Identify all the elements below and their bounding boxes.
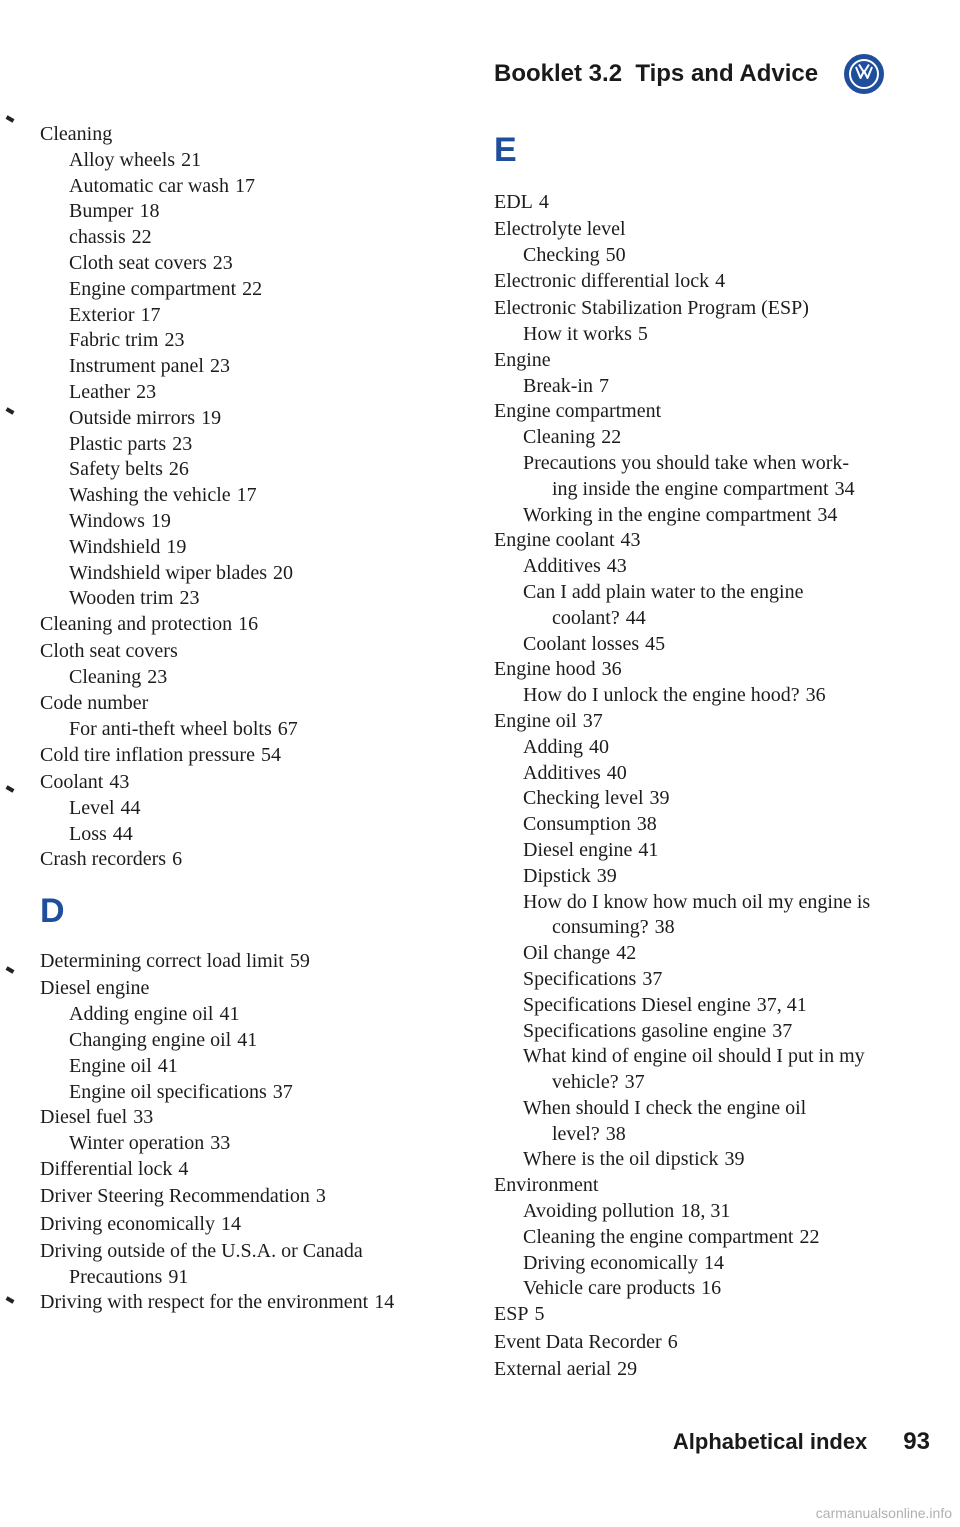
entry-term: Alloy wheels [69,148,176,171]
entry-term: Electronic differential lock [494,269,710,292]
entry-page-ref: 37 [272,1080,293,1103]
entry-term: Fabric trim [69,329,159,352]
entry-term: Precautions [69,1265,163,1288]
entry-page-ref: 37, 41 [756,993,807,1016]
index-subentry [494,425,924,451]
entry-term: Coolant losses [523,632,640,655]
entry-term: Where is the oil dipstick [523,1148,719,1171]
entry-term: Driving outside of the U.S.A. or Canada [40,1239,363,1262]
index-entry [40,691,460,717]
entry-term: Diesel engine [523,838,633,861]
entry-page-ref: 22 [601,426,622,449]
entry-term: Cloth seat covers [40,640,178,663]
entry-term: Specifications Diesel engine [523,993,751,1016]
index-subentry [40,457,460,483]
entry-term: Consumption [523,813,631,836]
index-subentry [40,1131,460,1157]
index-entry [494,296,924,322]
entry-page-ref: 23 [209,355,230,378]
entry-page-ref: 17 [140,303,161,326]
entry-page-ref: 91 [168,1265,189,1288]
entry-page-ref: 16 [701,1277,722,1300]
index-subentry [494,941,924,967]
index-subentry [40,328,460,354]
index-subentry [494,1276,924,1302]
entry-term: Environment [494,1174,599,1197]
entry-page-ref: 19 [150,509,171,532]
entry-term: Engine hood [494,658,596,681]
index-subentry [494,993,924,1019]
margin-mark [6,966,15,973]
index-entry [40,770,460,796]
section-letter: E [494,131,517,169]
entry-term: EDL [494,191,533,213]
entry-term-continuation: level? [552,1122,600,1145]
footer-section-title: Alphabetical index [672,1429,868,1454]
entry-term-continuation: ing inside the engine compartment [552,477,829,500]
entry-page-ref: 37 [582,709,603,732]
entry-term: Plastic parts [69,432,167,455]
entry-term: Winter operation [69,1132,205,1155]
entry-page-ref: 18 [139,200,160,223]
index-subentry [494,1096,924,1148]
entry-term: Differential lock [40,1157,173,1180]
entry-term: Additives [523,761,601,784]
entry-term: Cold tire inflation pressure [40,743,255,766]
entry-term: How do I know how much oil my engine is [523,890,871,913]
entry-page-ref: 39 [596,864,617,887]
entry-term: Driving economically [523,1251,698,1274]
index-subentry [494,1044,924,1096]
entry-term: Coolant [40,770,104,793]
entry-term: Cleaning the engine compartment [523,1225,794,1248]
entry-term: Engine coolant [494,529,615,552]
entry-page-ref: 19 [201,406,222,429]
page-number: 93 [903,1428,930,1455]
index-entry [494,1330,924,1356]
entry-page-ref: 36 [601,658,622,681]
index-entry [494,399,924,425]
index-subentry [40,174,460,200]
index-entry [40,612,460,638]
entry-page-ref: 18, 31 [680,1200,731,1223]
entry-term: Engine oil specifications [69,1080,267,1103]
entry-term-continued [523,1122,924,1148]
entry-term: Additives [523,555,601,578]
entry-page-ref: 5 [534,1303,545,1326]
entry-term-continuation: coolant? [552,606,620,629]
entry-term: Windshield wiper blades [69,561,268,584]
index-entry [40,1290,460,1316]
index-subentry [40,561,460,587]
entry-term: Automatic car wash [69,174,229,197]
index-entry [40,949,460,975]
index-entry [40,1239,460,1265]
entry-term: Crash recorders [40,848,167,871]
entry-term: For anti-theft wheel bolts [69,717,272,740]
index-entry [494,1173,924,1199]
entry-term: Windows [69,509,145,532]
entry-term: Level [69,796,115,819]
index-subentry [40,225,460,251]
entry-term: Changing engine oil [69,1029,232,1051]
index-subentry [40,432,460,458]
entry-term: Diesel fuel [40,1106,128,1129]
entry-term: Working in the engine compartment [523,503,812,526]
entry-term: Specifications [523,967,637,990]
index-entry [40,122,460,148]
index-entry [494,1357,924,1383]
entry-page-ref: 14 [703,1251,724,1274]
index-subentry [40,796,460,822]
entry-term-continuation: vehicle? [552,1071,619,1094]
index-entry [40,976,460,1002]
entry-term: What kind of engine oil should I put in my [523,1045,865,1068]
index-subentry [494,374,924,400]
index-subentry [494,864,924,890]
index-subentry [40,199,460,225]
index-subentry [40,406,460,432]
index-subentry [494,1199,924,1225]
page-header [494,52,914,96]
entry-term: Engine oil [494,709,577,732]
entry-term: Code number [40,692,149,715]
index-subentry [494,322,924,348]
entry-page-ref: 33 [210,1132,231,1155]
entry-term: Loss [69,822,107,845]
entry-term: Engine compartment [69,277,237,300]
entry-term: Electronic Stabilization Program (ESP) [494,297,809,320]
entry-term-continued [523,915,924,941]
entry-page-ref: 54 [260,743,281,766]
index-subentry [40,535,460,561]
index-subentry [40,586,460,612]
entry-term: Driving with respect for the environment [40,1291,369,1314]
margin-mark [6,407,15,414]
entry-term: Instrument panel [69,355,204,378]
entry-term: Exterior [69,303,135,326]
entry-term: Washing the vehicle [69,484,231,507]
entry-page-ref: 26 [168,458,189,481]
index-subentry [40,483,460,509]
index-subentry [40,717,460,743]
entry-page-ref: 44 [112,822,133,845]
entry-term: ESP [494,1303,529,1326]
entry-page-ref: 23 [212,251,233,274]
entry-term-continued [523,1070,924,1096]
entry-page-ref: 21 [181,148,202,171]
index-entry [494,269,924,295]
index-entry [494,528,924,554]
entry-term: Determining correct load limit [40,950,284,973]
entry-page-ref: 37 [642,967,663,990]
index-entry [40,743,460,769]
index-entry [40,1157,460,1183]
index-subentry [494,580,924,632]
entry-page-ref: 5 [637,322,648,345]
entry-term: Cleaning [523,426,596,449]
entry-term: Event Data Recorder [494,1330,662,1353]
entry-page-ref: 59 [289,950,310,973]
index-entry [494,709,924,735]
entry-page-ref: 38 [636,813,657,836]
entry-page-ref: 23 [147,666,168,689]
section-letter: D [40,892,65,931]
entry-term: Engine compartment [494,400,662,423]
entry-page-ref: 41 [219,1003,240,1026]
index-subentry [494,890,924,942]
entry-term: Dipstick [523,864,591,887]
entry-term: Cleaning and protection [40,613,233,636]
entry-page-ref: 14 [374,1291,395,1314]
index-subentry [40,303,460,329]
entry-page-ref: 38 [605,1122,626,1145]
entry-page-ref: 22 [242,277,263,300]
entry-term: Engine oil [69,1054,152,1077]
entry-page-ref: 23 [136,380,157,403]
entry-page-ref: 39 [724,1148,745,1171]
index-subentry [494,786,924,812]
entry-term: Safety belts [69,458,163,481]
entry-page-ref: 33 [133,1106,154,1129]
index-subentry [494,243,924,269]
index-subentry [40,380,460,406]
entry-page-ref: 40 [606,761,627,784]
entry-term: How do I unlock the engine hood? [523,684,800,707]
index-subentry [40,148,460,174]
index-subentry [494,632,924,658]
index-subentry [494,451,924,503]
index-entry [494,1302,924,1328]
entry-term: Adding [523,735,583,758]
index-subentry [494,967,924,993]
entry-page-ref: 6 [667,1330,678,1353]
index-subentry [494,1251,924,1277]
index-subentry [40,251,460,277]
entry-page-ref: 43 [620,529,641,552]
index-subentry [40,665,460,691]
entry-page-ref: 4 [178,1157,189,1180]
entry-page-ref: 4 [538,191,549,213]
entry-page-ref: 23 [172,432,193,455]
index-subentry [494,838,924,864]
index-entry [494,348,924,374]
entry-term: Diesel engine [40,977,150,1000]
index-subentry [40,354,460,380]
entry-page-ref: 23 [179,587,200,610]
index-entry [494,657,924,683]
entry-page-ref: 29 [617,1357,638,1380]
entry-page-ref: 37 [772,1019,793,1042]
entry-page-ref: 3 [315,1185,326,1208]
entry-page-ref: 17 [236,484,257,507]
page-footer [630,1424,930,1460]
index-subentry [494,761,924,787]
entry-term: Checking level [523,787,644,810]
entry-term: Bumper [69,200,134,223]
index-entry [40,1105,460,1131]
entry-page-ref: 22 [131,226,152,249]
margin-mark [6,785,15,792]
entry-term: Driver Steering Recommendation [40,1185,310,1208]
entry-page-ref: 67 [277,717,298,740]
index-subentry [494,1147,924,1173]
entry-term: Specifications gasoline engine [523,1019,767,1042]
entry-page-ref: 38 [654,916,675,939]
entry-page-ref: 34 [817,503,838,526]
entry-page-ref: 14 [220,1212,241,1235]
index-subentry [494,683,924,709]
entry-page-ref: 50 [605,244,626,267]
entry-page-ref: 22 [799,1225,820,1248]
index-entry [494,217,924,243]
watermark: carmanualsonline.info [815,1505,952,1521]
index-entry [494,190,924,216]
index-subentry [494,1225,924,1251]
entry-page-ref: 40 [589,735,609,758]
entry-term: Vehicle care products [523,1277,696,1300]
entry-page-ref: 41 [237,1029,258,1051]
entry-term: Precautions you should take when work- [523,451,850,474]
entry-page-ref: 43 [109,770,130,793]
index-entry [40,639,460,665]
entry-page-ref: 44 [625,606,646,629]
index-column-right [494,130,924,1383]
entry-term: Leather [69,380,131,403]
index-entry [40,847,460,873]
entry-term: Wooden trim [69,587,174,610]
entry-term: How it works [523,322,632,345]
entry-page-ref: 39 [649,787,670,810]
index-entry [40,1212,460,1238]
index-subentry [40,1028,460,1054]
index-subentry [40,1080,460,1106]
entry-term: Break-in [523,374,593,397]
entry-page-ref: 34 [834,477,855,500]
entry-page-ref: 41 [638,838,659,861]
entry-term: Can I add plain water to the engine [523,580,804,603]
entry-page-ref: 16 [238,613,259,636]
entry-term: Checking [523,244,600,267]
index-subentry [40,509,460,535]
entry-page-ref: 6 [172,848,183,871]
index-subentry [494,735,924,761]
entry-page-ref: 17 [234,174,255,197]
index-entry [40,1184,460,1210]
index-subentry [40,1002,460,1028]
entry-page-ref: 42 [616,942,637,965]
entry-page-ref: 36 [805,684,826,707]
entry-term: Engine [494,348,551,371]
margin-mark [6,115,15,122]
index-subentry [40,277,460,303]
entry-page-ref: 37 [624,1071,645,1094]
entry-page-ref: 45 [645,632,666,655]
entry-term: chassis [69,226,126,249]
entry-term: Adding engine oil [69,1003,214,1026]
index-subentry [40,1265,460,1291]
booklet-title: Booklet 3.2 Tips and Advice [494,60,819,87]
entry-page-ref: 19 [166,535,187,558]
index-subentry [494,812,924,838]
entry-page-ref: 41 [157,1054,178,1077]
vw-logo-icon [844,54,884,94]
entry-term: Driving economically [40,1212,215,1235]
entry-term-continued [523,477,924,503]
entry-page-ref: 7 [598,374,609,397]
entry-term: Windshield [69,535,161,558]
index-subentry [494,503,924,529]
entry-page-ref: 23 [164,329,185,352]
entry-term: External aerial [494,1357,612,1380]
entry-term: When should I check the engine oil [523,1096,807,1119]
entry-term: Oil change [523,942,611,965]
entry-term-continuation: consuming? [552,916,649,939]
entry-term: Avoiding pollution [523,1200,675,1223]
entry-term: Cleaning [69,666,142,689]
entry-page-ref: 43 [606,555,627,578]
index-column-left [40,122,460,1316]
entry-page-ref: 44 [120,796,141,819]
entry-term: Electrolyte level [494,218,626,241]
index-subentry [494,554,924,580]
entry-term: Cloth seat covers [69,251,207,274]
entry-term: Outside mirrors [69,406,196,429]
index-subentry [494,1019,924,1045]
index-subentry [40,822,460,848]
margin-mark [6,1296,15,1303]
entry-term-continued [523,606,924,632]
entry-page-ref: 20 [273,561,294,584]
entry-term: Cleaning [40,123,113,145]
entry-page-ref: 4 [715,269,726,292]
index-subentry [40,1054,460,1080]
